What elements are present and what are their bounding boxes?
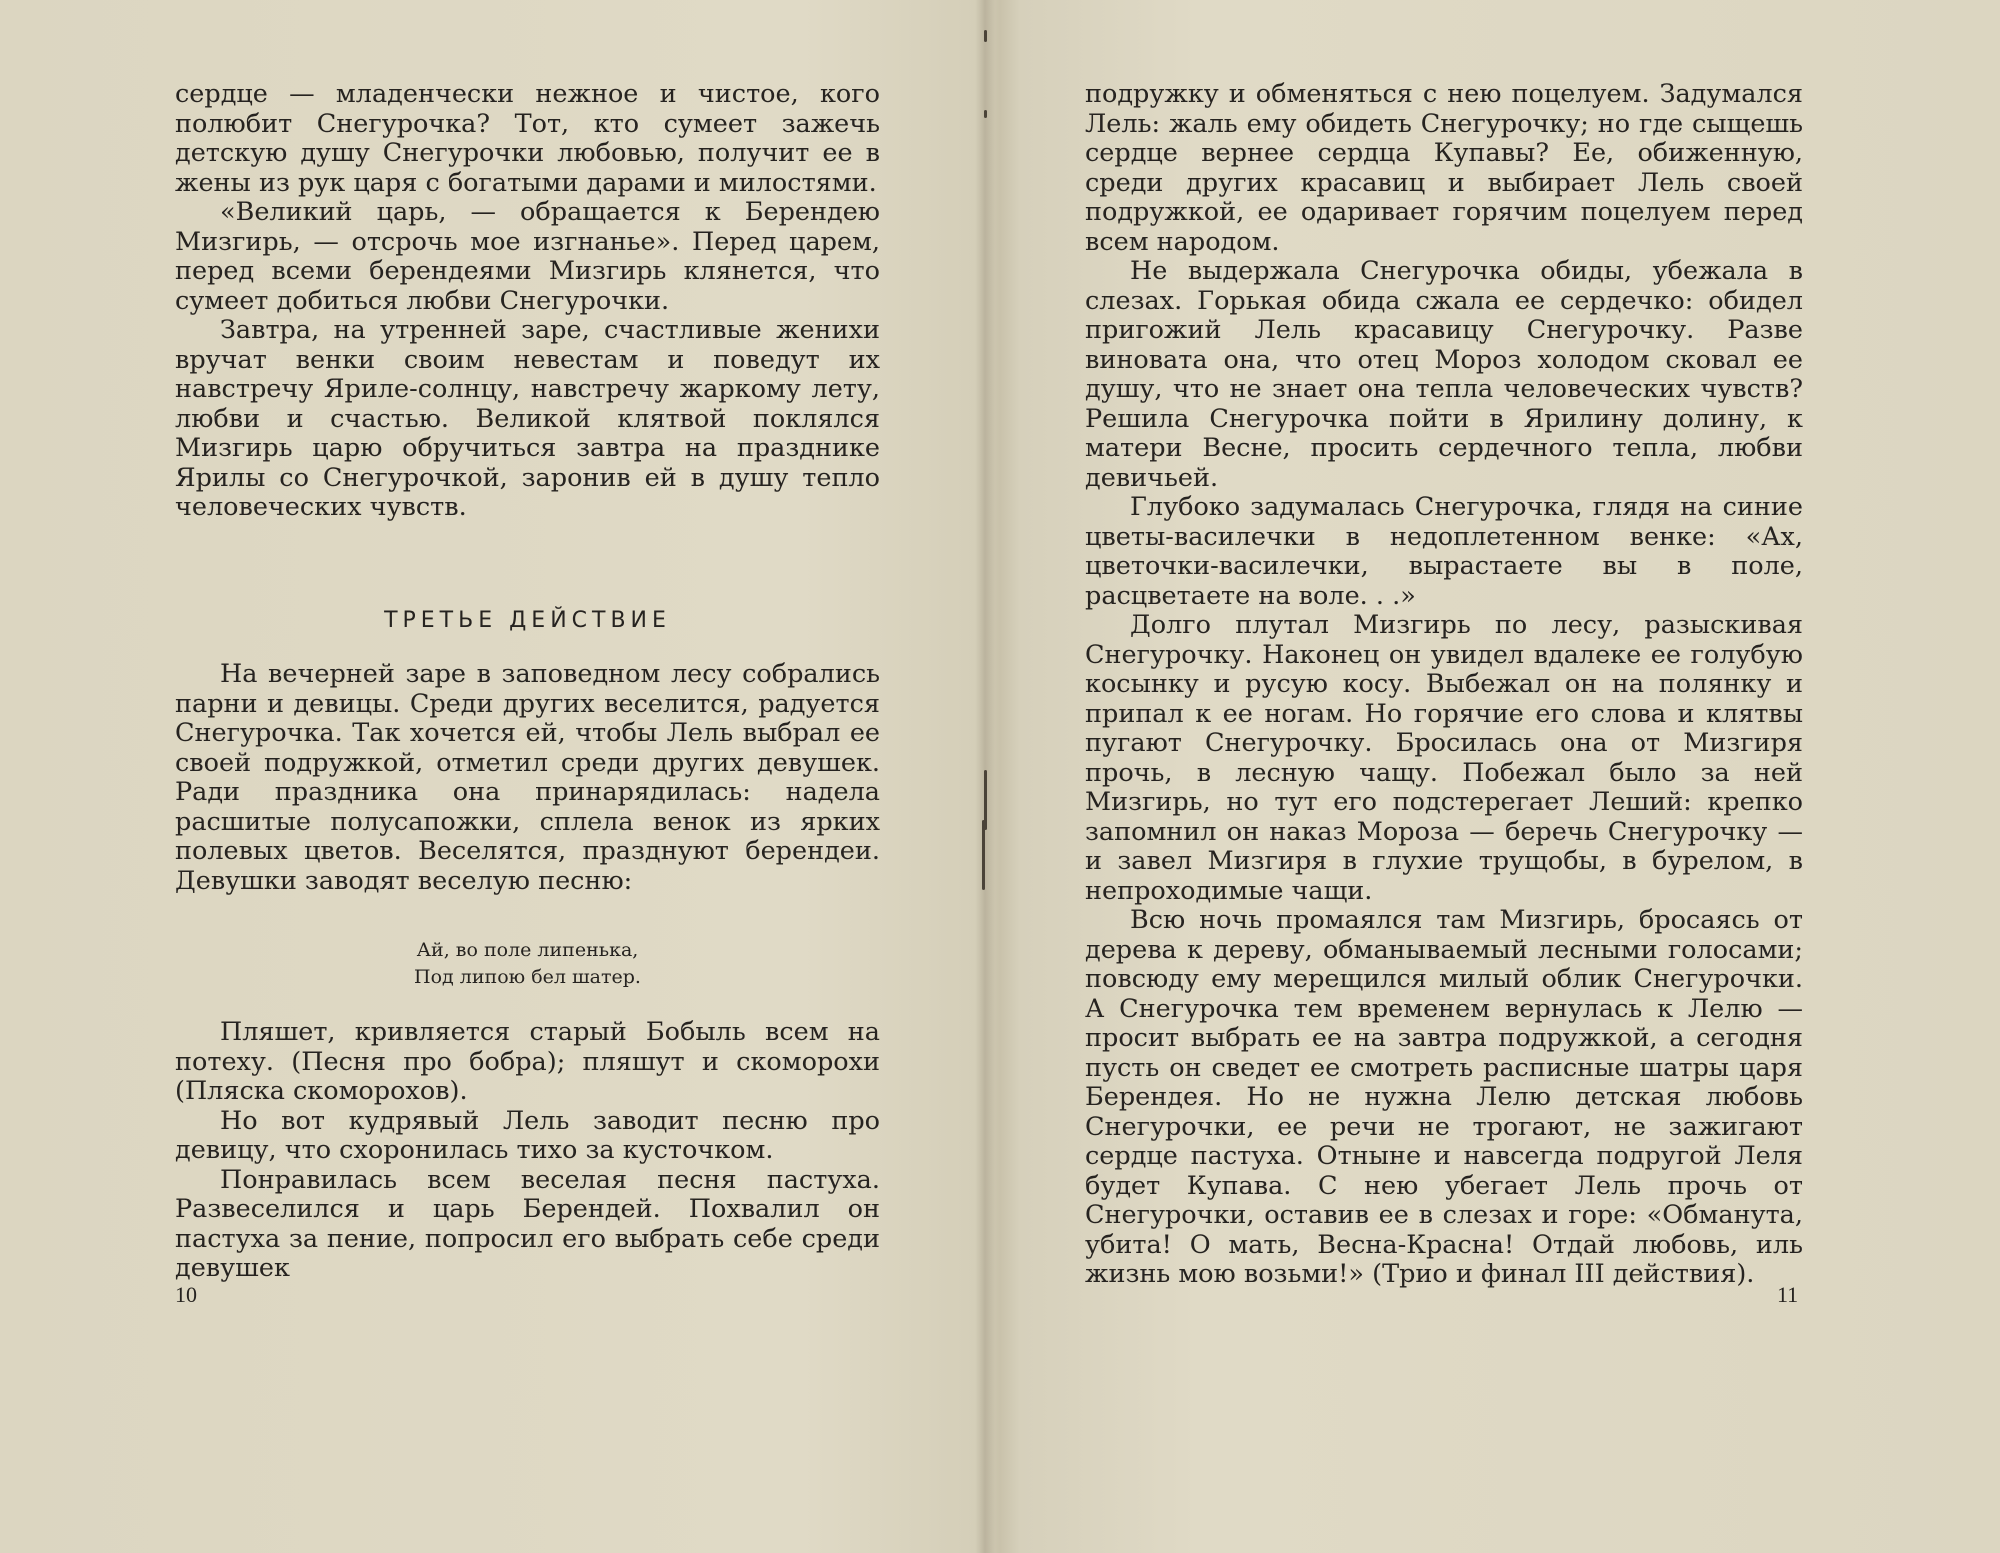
left-text-block-middle: [175, 660, 880, 896]
paragraph: Долго плутал Мизгирь по лесу, разыскивая Снегурочку. Наконец он увидел вдалеке ее голубую косынку и русую косу. Выбежал он на полянку и припал к ее ногам. Но горячие его слова и клятвы пугают Снегурочку. Бросилась она от Мизгиря прочь, в лесную чащу. Побежал было за ней Мизгирь, но тут его подстерегает Леший: крепко запомнил он наказ Мороза — беречь Снегурочку — и завел Мизгиря в глухие трущобы, в бурелом, в непроходимые чащи.: [1085, 610, 1803, 906]
left-text-block-top: [175, 80, 880, 523]
section-heading: ТРЕТЬЕ ДЕЙСТВИЕ: [384, 608, 671, 633]
left-text-block-bottom: [175, 1018, 880, 1284]
paragraph: Понравилась всем веселая песня пастуха. Развеселился и царь Берендей. Похвалил он пастуха за пение, попросил его выбрать себе среди девушек: [175, 1164, 880, 1283]
page-number: 11: [1777, 1282, 1799, 1307]
left-page: [0, 0, 985, 1553]
song-verse: [175, 937, 880, 991]
paragraph: Завтра, на утренней заре, счастливые женихи вручат венки своим невестам и поведут их навстречу Яриле-солнцу, навстречу жаркому лету, любви и счастью. Великой клятвой поклялся Мизгирь царю обручиться завтра на празднике Ярилы со Снегурочкой, заронив ей в душу тепло человеческих чувств.: [175, 315, 880, 522]
right-text-block: [1085, 80, 1803, 1290]
right-page: [985, 0, 2000, 1553]
verse-line: Под липою бел шатер.: [414, 966, 641, 988]
paragraph: сердце — младенчески нежное и чистое, кого полюбит Снегурочка? Тот, кто сумеет зажечь детскую душу Снегурочки любовью, получит ее в жены из рук царя с богатыми дарами и милостями.: [175, 79, 880, 198]
page-number: 10: [175, 1282, 197, 1307]
paragraph: На вечерней заре в заповедном лесу собрались парни и девицы. Среди других веселится, радуется Снегурочка. Так хочется ей, чтобы Лель выбрал ее своей подружкой, отметил среди других девушек. Ради праздника она принарядилась: надела расшитые полусапожки, сплела венок из ярких полевых цветов. Веселятся, празднуют берендеи. Девушки заводят веселую песню:: [175, 659, 880, 896]
verse-line: Ай, во поле липенька,: [416, 939, 639, 961]
paragraph: Глубоко задумалась Снегурочка, глядя на синие цветы-василечки в недоплетенном венке: «Ах, цветочки-василечки, вырастаете вы в поле, расцветаете на воле. . .»: [1085, 492, 1803, 611]
paragraph: Пляшет, кривляется старый Бобыль всем на потеху. (Песня про бобра); пляшут и скоморохи (Пляска скоморохов).: [175, 1017, 880, 1106]
paragraph: Не выдержала Снегурочка обиды, убежала в слезах. Горькая обида сжала ее сердечко: обидел пригожий Лель красавицу Снегурочку. Разве виновата она, что отец Мороз холодом сковал ее душу, что не знает она тепла человеческих чувств? Решила Снегурочка пойти в Ярилину долину, к матери Весне, просить сердечного тепла, любви девичьей.: [1085, 256, 1803, 493]
paragraph: «Великий царь, — обращается к Берендею Мизгирь, — отсрочь мое изгнанье». Перед царем, перед всеми берендеями Мизгирь клянется, что сумеет добиться любви Снегурочки.: [175, 197, 880, 316]
paragraph: Всю ночь промаялся там Мизгирь, бросаясь от дерева к дереву, обманываемый лесными голосами; повсюду ему мерещился милый облик Снегурочки. А Снегурочка тем временем вернулась к Лелю — просит выбрать ее на завтра подружкой, а сегодня пусть он сведет ее смотреть расписные шатры царя Берендея. Но не нужна Лелю детская любовь Снегурочки, ее речи не трогают, не зажигают сердце пастуха. Отныне и навсегда подругой Леля будет Купава. С нею убегает Лель прочь от Снегурочки, оставив ее в слезах и горе: «Обманута, убита! О мать, Весна-Красна! Отдай любовь, иль жизнь мою возьми!» (Трио и финал III действия).: [1085, 905, 1803, 1289]
paragraph: Но вот кудрявый Лель заводит песню про девицу, что схоронилась тихо за кусточком.: [175, 1105, 880, 1165]
paragraph: подружку и обменяться с нею поцелуем. Задумался Лель: жаль ему обидеть Снегурочку; но где сыщешь сердце вернее сердца Купавы? Ее, обиженную, среди других красавиц и выбирает Лель своей подружкой, ее одаривает горячим поцелуем перед всем народом.: [1085, 79, 1803, 257]
